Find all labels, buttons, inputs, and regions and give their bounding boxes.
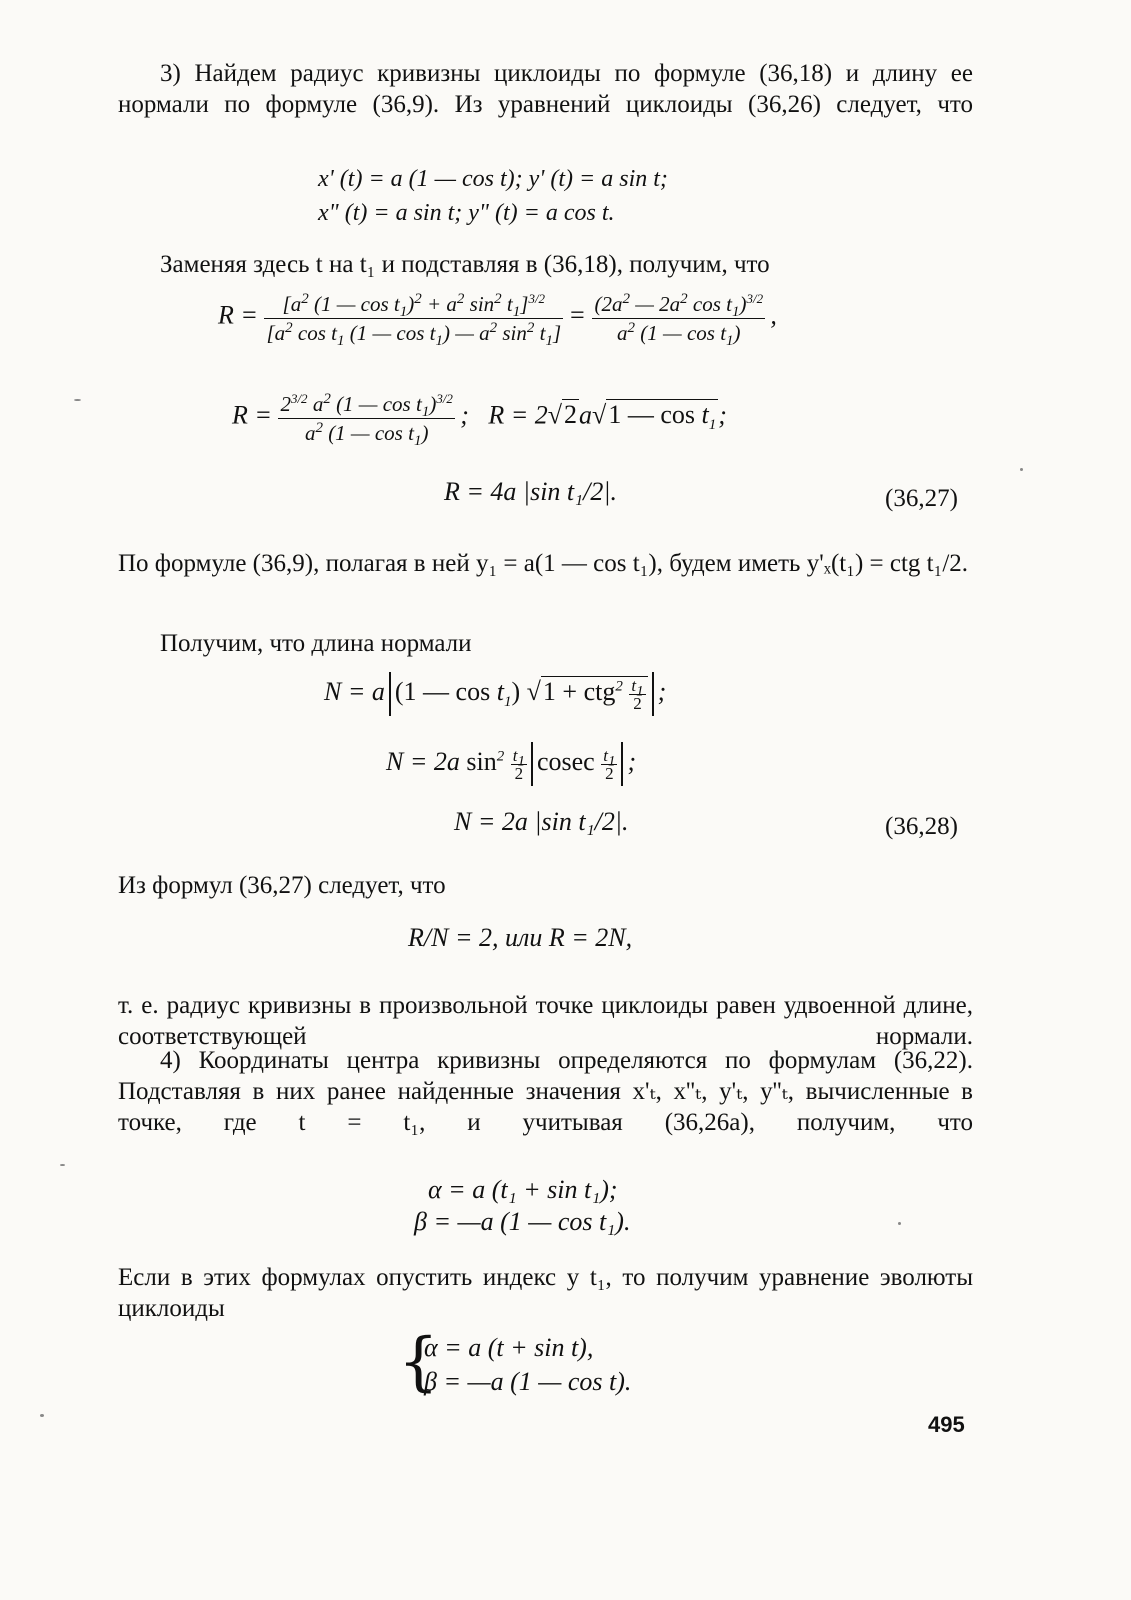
fraction-radius-simplified: $\frac{(2a^2 — 2a^2 \cos t_1)^{3/2}}{a^2 (1 — \cos t_1)}$ [594,291,764,350]
paragraph-radius-intro: 3) Найдем радиус кривизны циклоиды по формуле (36,18) и длину ее нормали по формуле (36,9). Из уравнений циклоиды (36,26) следует, что [118,60,973,118]
equation-ratio: R/N = 2, или R = 2N, [408,923,633,952]
equation-alpha: α = a (t₁ + sin t₁); [428,1175,618,1204]
paragraph-normal-formula: По формуле (36,9), полагая в ней y₁ = a(1 — cos t₁), будем иметь y'ₓ(t₁) = ctg t₁/2. [118,550,969,577]
scan-speck [74,399,81,401]
equation-radius-fraction: R = $\frac{[a^2 (1 — \cos t_1)^2 + a^2 \sin^2 t_1]^{3/2}}{[a^2 \cos t_1 (1 — \cos t_1) — a^2 \sin^2 t_1]}$ = $\frac{(2a^2 — 2a^2 \cos t_1)^{3/2}}{a^2 (1 — \cos t_1)}$ , [218,291,777,350]
system-brace: { [398,1325,439,1399]
equation-evolute-beta: β = —a (1 — cos t). [424,1367,632,1396]
equation-evolute-alpha: α = a (t + sin t), [424,1333,594,1362]
equation-normal-final: N = 2a |sin t₁/2|. [454,807,629,836]
page-number: 495 [928,1412,965,1437]
equation-normal-cosec: N = 2a $\sin^2$ $\frac{t_1}{2}$ cosec $\frac{t_1}{2}$ ; [386,742,636,786]
equation-radius-final: R = 4a |sin t₁/2|. [444,477,618,506]
equation-normal-general: N = a (1 — $\cos t_1$) √1 + ctg$^2$ $\frac{t_1}{2}$ ; [324,672,666,716]
equation-radius-reduced: R = $\frac{2^{3/2} a^2 (1 — \cos t_1)^{3/2}}{a^2 (1 — \cos t_1)}$ ; R = 2√2a√1 — $\cos t_1$; [232,391,727,450]
paragraph-curvature-center: 4) Координаты центра кривизны определяются по формулам (36,22). Подставляя в них ранее найденные значения x'ₜ, x''ₜ, y'ₜ, y''ₜ, вычисленные в точке, где t = t₁, и учитывая (36,26а), получим, что [118,1047,973,1136]
fraction-radius-power: $\frac{2^{3/2} a^2 (1 — \cos t_1)^{3/2}}{a^2 (1 — \cos t_1)}$ [280,391,453,450]
equation-number-27: (36,27) [885,485,958,512]
equation-number-28: (36,28) [885,813,958,840]
equation-beta: β = —a (1 — cos t₁). [414,1207,631,1236]
paragraph-substitution: Заменяя здесь t на t₁ и подставляя в (36,18), получим, что [160,251,770,278]
paragraph-from-formulas: Из формул (36,27) следует, что [118,872,446,899]
paragraph-evolute: Если в этих формулах опустить индекс у t₁, то получим уравнение эволюты циклоиды [118,1264,973,1322]
scan-speck [1020,468,1023,471]
scan-speck [60,1164,65,1166]
paragraph-curvature-conclusion: т. е. радиус кривизны в произвольной точке циклоиды равен удвоенной длине, соответствующей нормали. [118,992,973,1050]
scan-speck [40,1414,44,1417]
equation-first-derivatives: x' (t) = a (1 — cos t); y' (t) = a sin t; [318,166,668,192]
scan-speck [898,1222,901,1225]
fraction-radius-general: $\frac{[a^2 (1 — \cos t_1)^2 + a^2 \sin^2 t_1]^{3/2}}{[a^2 \cos t_1 (1 — \cos t_1) — a^2 \sin^2 t_1]}$ [266,291,562,350]
equation-second-derivatives: x" (t) = a sin t; y" (t) = a cos t. [318,200,615,226]
paragraph-normal-length: Получим, что длина нормали [160,630,472,657]
